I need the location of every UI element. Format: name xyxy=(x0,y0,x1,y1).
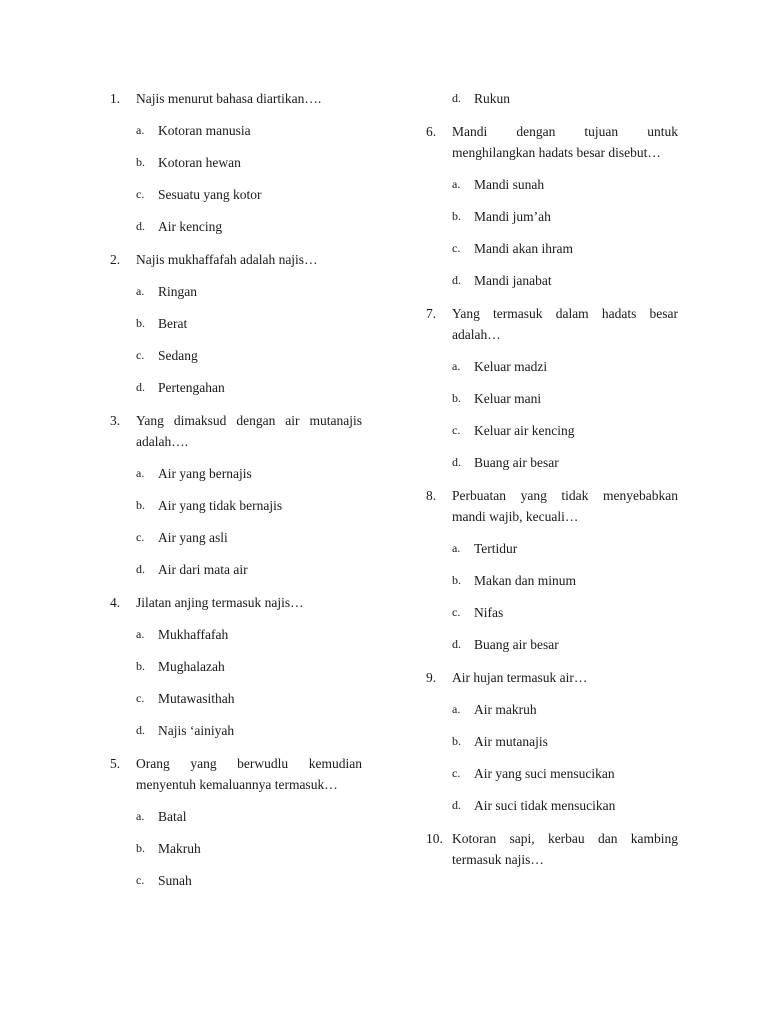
option-text: Keluar mani xyxy=(474,391,542,406)
question-text: Yang dimaksud dengan air mutanajis adalah…. xyxy=(136,413,362,449)
question-text: Perbuatan yang tidak menyebabkan mandi wajib, kecuali… xyxy=(452,488,678,524)
option-letter: c. xyxy=(136,691,145,705)
option-letter: a. xyxy=(452,177,461,191)
option-item xyxy=(136,838,362,859)
question-number: 4. xyxy=(110,595,121,610)
option-letter: a. xyxy=(136,627,145,641)
option-letter: c. xyxy=(452,766,461,780)
option-text: Buang air besar xyxy=(474,455,559,470)
option-letter: d. xyxy=(452,91,461,105)
option-item xyxy=(136,559,362,580)
options-list xyxy=(136,281,362,398)
option-letter: d. xyxy=(452,798,461,812)
option-item xyxy=(452,602,678,623)
option-letter: b. xyxy=(136,841,145,855)
option-text: Mukhaffafah xyxy=(158,627,229,642)
question-5 xyxy=(110,753,362,891)
option-text: Air dari mata air xyxy=(158,562,248,577)
option-letter: a. xyxy=(136,466,145,480)
question-number: 5. xyxy=(110,756,121,771)
option-text: Keluar madzi xyxy=(474,359,548,374)
option-text: Mughalazah xyxy=(158,659,225,674)
question-number: 8. xyxy=(426,488,437,503)
option-item xyxy=(136,345,362,366)
option-letter: d. xyxy=(452,637,461,651)
option-text: Air yang bernajis xyxy=(158,466,252,481)
option-letter: c. xyxy=(452,423,461,437)
option-item xyxy=(452,452,678,473)
option-item xyxy=(136,720,362,741)
option-letter: b. xyxy=(136,498,145,512)
option-letter: d. xyxy=(136,380,145,394)
question-8 xyxy=(426,485,678,655)
option-letter: d. xyxy=(452,455,461,469)
option-text: Air yang suci mensucikan xyxy=(474,766,615,781)
options-list xyxy=(452,356,678,473)
option-item xyxy=(136,656,362,677)
question-6 xyxy=(426,121,678,291)
option-item xyxy=(452,238,678,259)
option-text: Mandi sunah xyxy=(474,177,545,192)
question-10 xyxy=(426,828,678,870)
question-number: 3. xyxy=(110,413,121,428)
option-letter: c. xyxy=(136,873,145,887)
option-text: Mandi janabat xyxy=(474,273,552,288)
option-item xyxy=(452,795,678,816)
option-item xyxy=(452,174,678,195)
option-item xyxy=(136,624,362,645)
option-text: Air yang asli xyxy=(158,530,228,545)
question-number: 7. xyxy=(426,306,437,321)
question-3 xyxy=(110,410,362,580)
option-letter: a. xyxy=(136,123,145,137)
options-list xyxy=(136,120,362,237)
option-item xyxy=(136,184,362,205)
question-number: 2. xyxy=(110,252,121,267)
option-letter: c. xyxy=(452,241,461,255)
option-text: Air yang tidak bernajis xyxy=(158,498,283,513)
options-list xyxy=(452,538,678,655)
right-column xyxy=(426,88,678,882)
option-item xyxy=(136,870,362,891)
option-text: Kotoran hewan xyxy=(158,155,241,170)
option-text: Najis ‘ainiyah xyxy=(158,723,235,738)
option-text: Buang air besar xyxy=(474,637,559,652)
option-letter: b. xyxy=(136,659,145,673)
option-text: Nifas xyxy=(474,605,504,620)
question-7 xyxy=(426,303,678,473)
option-text: Mandi akan ihram xyxy=(474,241,573,256)
option-letter: b. xyxy=(452,734,461,748)
option-text: Sedang xyxy=(158,348,198,363)
options-list xyxy=(136,806,362,891)
option-text: Air makruh xyxy=(474,702,537,717)
option-item xyxy=(136,377,362,398)
option-text: Rukun xyxy=(474,91,511,106)
question-9 xyxy=(426,667,678,816)
continued-options xyxy=(426,88,678,109)
option-text: Makan dan minum xyxy=(474,573,576,588)
option-item xyxy=(136,313,362,334)
question-text: Yang termasuk dalam hadats besar adalah… xyxy=(452,306,678,342)
options-list xyxy=(452,174,678,291)
question-text: Mandi dengan tujuan untuk menghilangkan hadats besar disebut… xyxy=(452,124,678,160)
question-text: Jilatan anjing termasuk najis… xyxy=(136,595,304,610)
option-letter: a. xyxy=(452,702,461,716)
option-item xyxy=(452,731,678,752)
option-letter: a. xyxy=(452,359,461,373)
option-item xyxy=(136,463,362,484)
option-text: Air kencing xyxy=(158,219,223,234)
question-number: 10. xyxy=(426,831,443,846)
option-item xyxy=(452,538,678,559)
option-letter: c. xyxy=(136,187,145,201)
option-letter: a. xyxy=(136,284,145,298)
question-4 xyxy=(110,592,362,741)
options-list xyxy=(452,699,678,816)
question-text: Najis menurut bahasa diartikan…. xyxy=(136,91,322,106)
option-letter: d. xyxy=(452,273,461,287)
option-item xyxy=(452,270,678,291)
option-letter: d. xyxy=(136,562,145,576)
option-letter: b. xyxy=(452,391,461,405)
option-item xyxy=(136,216,362,237)
option-text: Pertengahan xyxy=(158,380,225,395)
option-text: Ringan xyxy=(158,284,197,299)
option-item xyxy=(136,120,362,141)
question-2 xyxy=(110,249,362,398)
option-item xyxy=(136,495,362,516)
option-item xyxy=(136,281,362,302)
question-text: Orang yang berwudlu kemudian menyentuh kemaluannya termasuk… xyxy=(136,756,362,792)
question-text: Kotoran sapi, kerbau dan kambing termasuk najis… xyxy=(452,831,678,867)
option-item xyxy=(452,763,678,784)
option-letter: c. xyxy=(452,605,461,619)
option-item xyxy=(452,206,678,227)
options-list xyxy=(136,463,362,580)
option-letter: b. xyxy=(452,573,461,587)
option-letter: b. xyxy=(452,209,461,223)
question-number: 9. xyxy=(426,670,437,685)
option-item xyxy=(136,688,362,709)
option-text: Kotoran manusia xyxy=(158,123,251,138)
option-text: Berat xyxy=(158,316,188,331)
option-text: Sesuatu yang kotor xyxy=(158,187,262,202)
option-text: Air suci tidak mensucikan xyxy=(474,798,616,813)
options-list xyxy=(136,624,362,741)
option-letter: b. xyxy=(136,155,145,169)
option-5d xyxy=(452,88,678,109)
option-text: Sunah xyxy=(158,873,192,888)
option-item xyxy=(452,570,678,591)
option-item xyxy=(452,420,678,441)
option-item xyxy=(136,152,362,173)
option-text: Batal xyxy=(158,809,187,824)
option-letter: a. xyxy=(136,809,145,823)
left-column xyxy=(110,88,362,903)
option-text: Keluar air kencing xyxy=(474,423,575,438)
option-text: Mutawasithah xyxy=(158,691,235,706)
question-number: 1. xyxy=(110,91,121,106)
option-letter: d. xyxy=(136,219,145,233)
option-item xyxy=(452,634,678,655)
option-text: Air mutanajis xyxy=(474,734,548,749)
option-text: Tertidur xyxy=(474,541,518,556)
option-letter: b. xyxy=(136,316,145,330)
option-item xyxy=(136,527,362,548)
option-item xyxy=(136,806,362,827)
question-text: Air hujan termasuk air… xyxy=(452,670,588,685)
option-item xyxy=(452,356,678,377)
option-letter: a. xyxy=(452,541,461,555)
option-item xyxy=(452,388,678,409)
option-item xyxy=(452,699,678,720)
question-text: Najis mukhaffafah adalah najis… xyxy=(136,252,318,267)
option-letter: c. xyxy=(136,530,145,544)
question-number: 6. xyxy=(426,124,437,139)
option-text: Makruh xyxy=(158,841,201,856)
question-1 xyxy=(110,88,362,237)
option-letter: c. xyxy=(136,348,145,362)
option-text: Mandi jum’ah xyxy=(474,209,551,224)
option-letter: d. xyxy=(136,723,145,737)
